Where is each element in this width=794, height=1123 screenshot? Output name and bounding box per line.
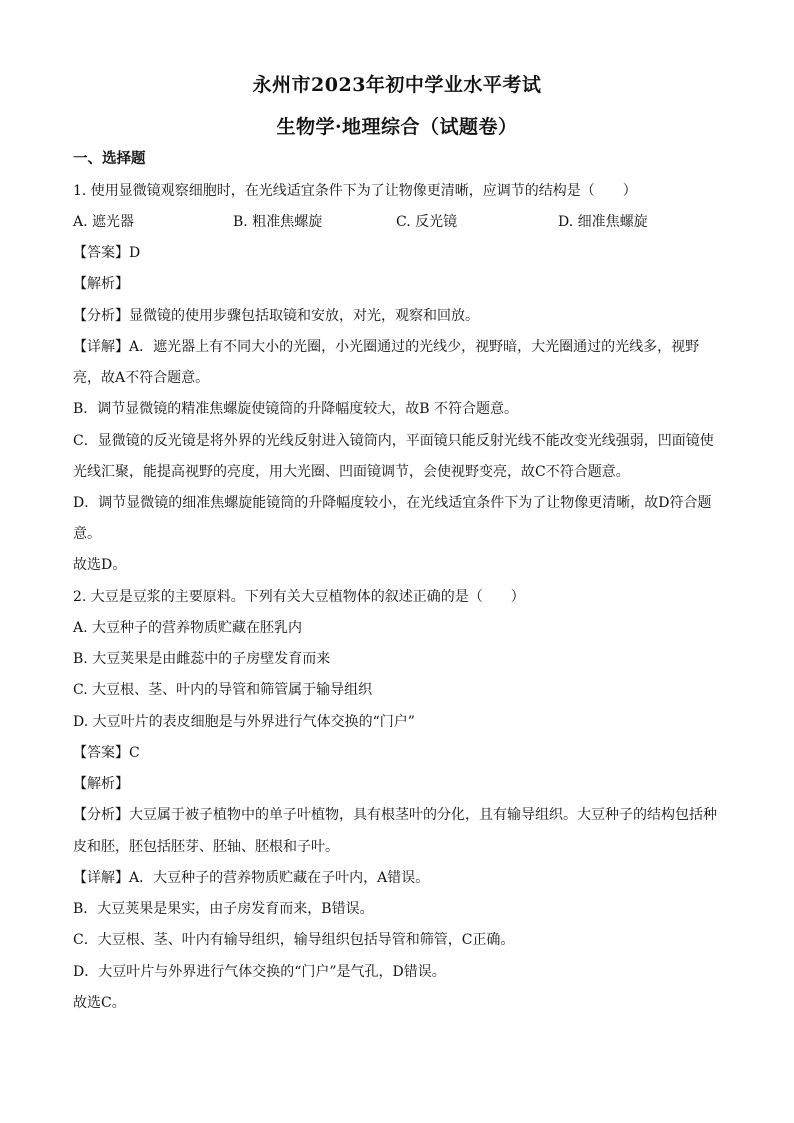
q2-detail-d: D．大豆叶片与外界进行气体交换的“门户”是气孔，D错误。	[73, 964, 446, 980]
q1-conclusion: 故选D。	[73, 557, 127, 573]
q2-option-c: C. 大豆根、茎、叶内的导管和筛管属于输导组织	[73, 682, 373, 698]
exam-title: 永州市2023年初中学业水平考试	[252, 74, 542, 96]
q1-detail-c-line2: 光线汇聚，能提高视野的亮度，用大光圈、凹面镜调节，会使视野变亮，故C不符合题意。	[73, 464, 630, 480]
q1-option-b: B. 粗准焦螺旋	[233, 214, 323, 230]
q2-option-d: D. 大豆叶片的表皮细胞是与外界进行气体交换的“门户”	[73, 714, 415, 730]
q2-answer: 【答案】C	[73, 745, 140, 761]
q2-stem: 2. 大豆是豆浆的主要原料。下列有关大豆植物体的叙述正确的是（ ）	[73, 589, 525, 605]
exam-subtitle: 生物学·地理综合（试题卷）	[276, 116, 518, 138]
q1-stem: 1. 使用显微镜观察细胞时，在光线适宜条件下为了让物像更清晰，应调节的结构是（ ）	[73, 183, 637, 199]
q1-xiangjie-line1: 【详解】A．遮光器上有不同大小的光圈，小光圈通过的光线少，视野暗，大光圈通过的光线多，视野	[73, 339, 700, 355]
q2-detail-c: C．大豆根、茎、叶内有输导组织，输导组织包括导管和筛管，C正确。	[73, 932, 515, 948]
q2-xiangjie: 【详解】A．大豆种子的营养物质贮藏在子叶内，A错误。	[73, 870, 430, 886]
q1-analysis-label: 【解析】	[73, 276, 129, 292]
q2-analysis-label: 【解析】	[73, 776, 129, 792]
q1-detail-c-line1: C．显微镜的反光镜是将外界的光线反射进入镜筒内，平面镜只能反射光线不能改变光线强弱，凹面镜使	[73, 433, 714, 449]
q2-fenxi-line2: 皮和胚，胚包括胚芽、胚轴、胚根和子叶。	[73, 839, 339, 855]
section-heading: 一、选择题	[73, 150, 146, 167]
q1-option-c: C. 反光镜	[396, 214, 458, 230]
q2-fenxi-line1: 【分析】大豆属于被子植物中的单子叶植物，具有根茎叶的分化，且有输导组织。大豆种子的结构包括种	[73, 807, 717, 823]
q1-option-d: D. 细准焦螺旋	[558, 214, 648, 230]
q2-option-a: A. 大豆种子的营养物质贮藏在胚乳内	[73, 620, 303, 636]
q2-detail-b: B．大豆荚果是果实，由子房发育而来，B错误。	[73, 901, 374, 917]
q1-detail-d-line2: 意。	[73, 526, 101, 542]
q2-conclusion: 故选C。	[73, 995, 126, 1011]
q1-option-a: A. 遮光器	[73, 214, 135, 230]
q1-detail-d-line1: D．调节显微镜的细准焦螺旋能镜筒的升降幅度较小，在光线适宜条件下为了让物像更清晰，故D符合题	[73, 495, 712, 511]
q1-answer: 【答案】D	[73, 245, 141, 261]
q1-detail-b: B．调节显微镜的精准焦螺旋使镜筒的升降幅度较大，故B 不符合题意。	[73, 401, 519, 417]
q2-option-b: B. 大豆荚果是由雌蕊中的子房壁发育而来	[73, 651, 331, 667]
q1-fenxi: 【分析】显微镜的使用步骤包括取镜和安放，对光，观察和回放。	[73, 308, 479, 324]
q1-xiangjie-line2: 亮，故A不符合题意。	[73, 370, 210, 386]
